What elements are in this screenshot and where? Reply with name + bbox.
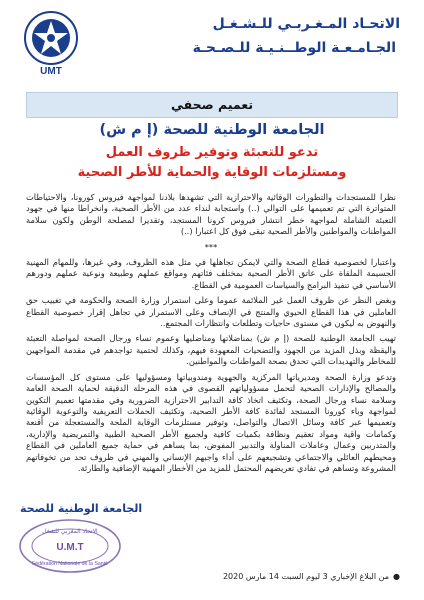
signature: الجامعة الوطنية للصحة xyxy=(20,502,143,515)
stamp-abbr: U.M.T xyxy=(56,542,84,553)
paragraph-1: نظرا للمستجدات والتطورات الوقائية والاحترازية التي تشهدها بلادنا لمواجهة فيروس كورونا، والاحتياطات المتواترة التي تم تعميمها على التوالي (..) واستجابة لنداء عدد من الأطر الصحية، وانخراطا منها في جهود التعبئة الشاملة لمواجهة خطر انتشار فيروس كرونا المستجد، وتقديرا لمصلحة الوطن ولكون سلامة المواطنات والمواطنين والأطر الصحية تبقى فوق كل اعتبارا (..) xyxy=(26,192,396,237)
org-name-union: الاتحـاد المـغـربـي للـشـغـل xyxy=(212,16,400,32)
paragraph-5: وتدعو وزارة الصحة ومديرياتها المركزية والجهوية ومندوبياتها ومسؤوليها على مستوى كل المؤسسات والمصالح والإدارات الصحية لتحمل مسؤولياتهم القصوى في هذه المرحلة الدقيقة لحماية الصحة العامة وسلامة نساء ورجال الصحة، وتكثيف اتخاذ كافة التدابير الاحترازية الضرورية وفي مقدمتها تعميم التكوين لمواجهة وباء كورونا المستجد لفائدة كافة الأطر الصحية، وتكثيف الحملات التعريفية والتوعوية الوقائية وتعميمها عبر كافة وسائل الاتصال والتواصل، وتوفير مستلزمات الوقاية الملحة والمستعجلة من أقنعة وكمامات واقية ومواد تعقيم ونظافة بكميات كافية ولجميع الأطر الصحية الطبية والتمريضية والإدارية، والمتدربين وعمال وعاملات المناولة والتدبير المفوض، بما يساهم في حماية جميع العاملين في القطاع ومحيطهم العائلي والاجتماعي وتشجيعهم على أداء واجبهم الإنساني والمهني في ظروف تحد من تخوفاتهم المشروعة وتساهم في تفادي تعريضهم المحتمل للمزيد من الأخطار المهنية الإضافية والطارئة. xyxy=(26,371,396,473)
paragraph-2: واعتبارا لخصوصية قطاع الصحة والتي لايمكن تجاهلها في مثل هذه الظروف، وفي غيرها، وللمهام المهنية الجسيمة الملقاة على عاتق الأطر الصحية بمختلف فئاتهم ومواقع عملهم وطبيعة ونوعية عملهم ودورهم الأساسي في تنفيذ البرامج والسياسات العمومية في القطاع. xyxy=(26,257,396,290)
bullet-icon: ● xyxy=(393,572,400,581)
logo-abbr: UMT xyxy=(40,66,62,77)
umt-logo xyxy=(22,8,80,80)
official-stamp xyxy=(18,518,122,574)
press-release-banner: تعميم صحفي xyxy=(26,92,398,118)
title-line-1: الجامعة الوطنية للصحة (إ م ش) xyxy=(99,122,325,138)
section-separator: *** xyxy=(204,241,218,252)
source-footnote xyxy=(223,572,400,581)
footnote-text: من البلاغ الإخباري 3 ليوم السبت 14 مارس 2020 xyxy=(222,572,390,581)
paragraph-4: تهيب الجامعة الوطنية للصحة (إ م ش) بمناضلاتها ومناضليها وعموم نساء ورجال الصحة لمواصلة التعبئة واليقظة وبذل المزيد من الجهود والتضحيات المعهودة فيهم، وكذلك لحتمية تواجدهم في مقدمة المواجهين للمخاطر والتهديدات التي تحدق بصحة المواطنات والمواطنين. xyxy=(26,333,396,367)
press-release-body xyxy=(26,192,396,478)
paragraph-3: وبغض النظر عن ظروف العمل غير الملائمة عموما وعلى استمرار وزارة الصحة والحكومة في تغييب حق العاملين في هذا القطاع الحيوي والمنتج في الإنصاف وعلى الاستمرار في تجاهل إقرار خصوصية القطاع والنهوض به ليكون في مستوى حاجيات وتطلعات وانتظارات المجتمع.. xyxy=(26,295,396,329)
title-line-3: ومستلزمات الوقاية والحماية للأطر الصحية xyxy=(77,165,347,180)
org-name-federation: الجـامـعـة الوطــنـيـة للـصـحـة xyxy=(192,40,396,56)
title-line-2: تدعو للتعبئة وتوفير ظروف العمل xyxy=(105,145,319,160)
letterhead xyxy=(0,0,424,88)
stamp-top-text: الاتحاد المغربي للشغل xyxy=(42,528,98,535)
stamp-bottom-text: Fédération Nationale de la Santé xyxy=(32,561,108,567)
